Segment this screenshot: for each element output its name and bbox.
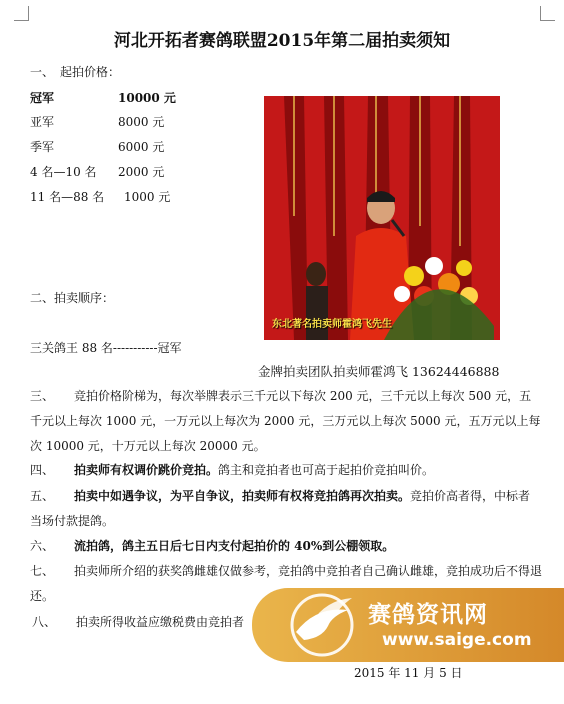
rule-paragraph (30, 384, 542, 459)
watermark-site-name: 赛鸽资讯网 (368, 602, 488, 628)
price-value: 8000 元 (118, 115, 165, 129)
watermark-url: www.saige.com (382, 630, 532, 650)
photo-caption: 东北著名拍卖师霍鸿飞先生 (272, 319, 392, 330)
rule-text: 鸽主和竞拍者也可高于起拍价竞拍叫价。 (218, 463, 435, 477)
price-rank: 冠军 (30, 91, 55, 105)
rule-bold-text: 拍卖师有权调价跳价竞拍。 (74, 463, 219, 477)
auction-order: 三关鸽王 88 名-----------冠军 (30, 341, 182, 355)
price-rank: 4 名—10 名 (30, 165, 97, 179)
site-watermark (252, 588, 564, 662)
price-value: 6000 元 (118, 140, 165, 154)
price-rank: 季军 (30, 140, 55, 154)
auctioneer-photo (264, 96, 500, 340)
price-rank: 11 名—88 名 (30, 190, 105, 204)
rule-paragraph (30, 458, 542, 483)
rule-bold-text: 拍卖中如遇争议，为平自争议，拍卖师有权将竞拍鸽再次拍卖。 (74, 489, 411, 503)
rule-number: 四、 (30, 463, 55, 477)
section-2-heading: 二、拍卖顺序： (30, 291, 115, 305)
page-corner-mark (540, 6, 555, 21)
rule-text: 竞拍价高者得，中标者当场付款提鸽。 (30, 489, 531, 528)
price-value: 1000 元 (124, 190, 171, 204)
rule-text: 拍卖所得收益应缴税费由竞拍者 (76, 615, 245, 629)
rule-text: 竞拍价格阶梯为，每次举牌表示三千元以下每次 200 元，三千元以上每次 500 元，五千元以上每次 1000 元，一万元以上每次为 2000 元，三万元以上每次 5000 元，五万元以上每次 10000 元，十万元以上每次 20000 元。 (30, 389, 541, 453)
rule-number: 五、 (30, 489, 55, 503)
price-rank: 亚军 (30, 115, 55, 129)
document-title: 河北开拓者赛鸽联盟2015年第二届拍卖须知 (113, 31, 451, 51)
page-corner-mark (14, 6, 29, 21)
rule-number: 八、 (32, 615, 57, 629)
price-value: 10000 元 (118, 91, 176, 105)
price-value: 2000 元 (118, 165, 165, 179)
rule-number: 六、 (30, 539, 55, 553)
document-date: 2015 年 11 月 5 日 (354, 666, 463, 680)
rule-paragraph (30, 534, 542, 559)
rule-text: 拍卖师所介绍的获奖鸽雌雄仅做参考，竞拍鸽中竞拍者自己确认雌雄，竞拍成功后不得退还。 (30, 564, 543, 603)
pigeon-logo-icon (282, 592, 362, 658)
rule-bold-text: 流拍鸽，鸽主五日后七日内支付起拍价的 40%到公棚领取。 (74, 539, 395, 553)
rule-paragraph (30, 484, 542, 534)
rule-number: 七、 (30, 564, 55, 578)
rule-number: 三、 (30, 389, 55, 403)
section-1-heading: 一、 起拍价格： (30, 65, 121, 79)
auctioneer-contact: 金牌拍卖团队拍卖师霍鸿飞 13624446888 (258, 364, 500, 379)
